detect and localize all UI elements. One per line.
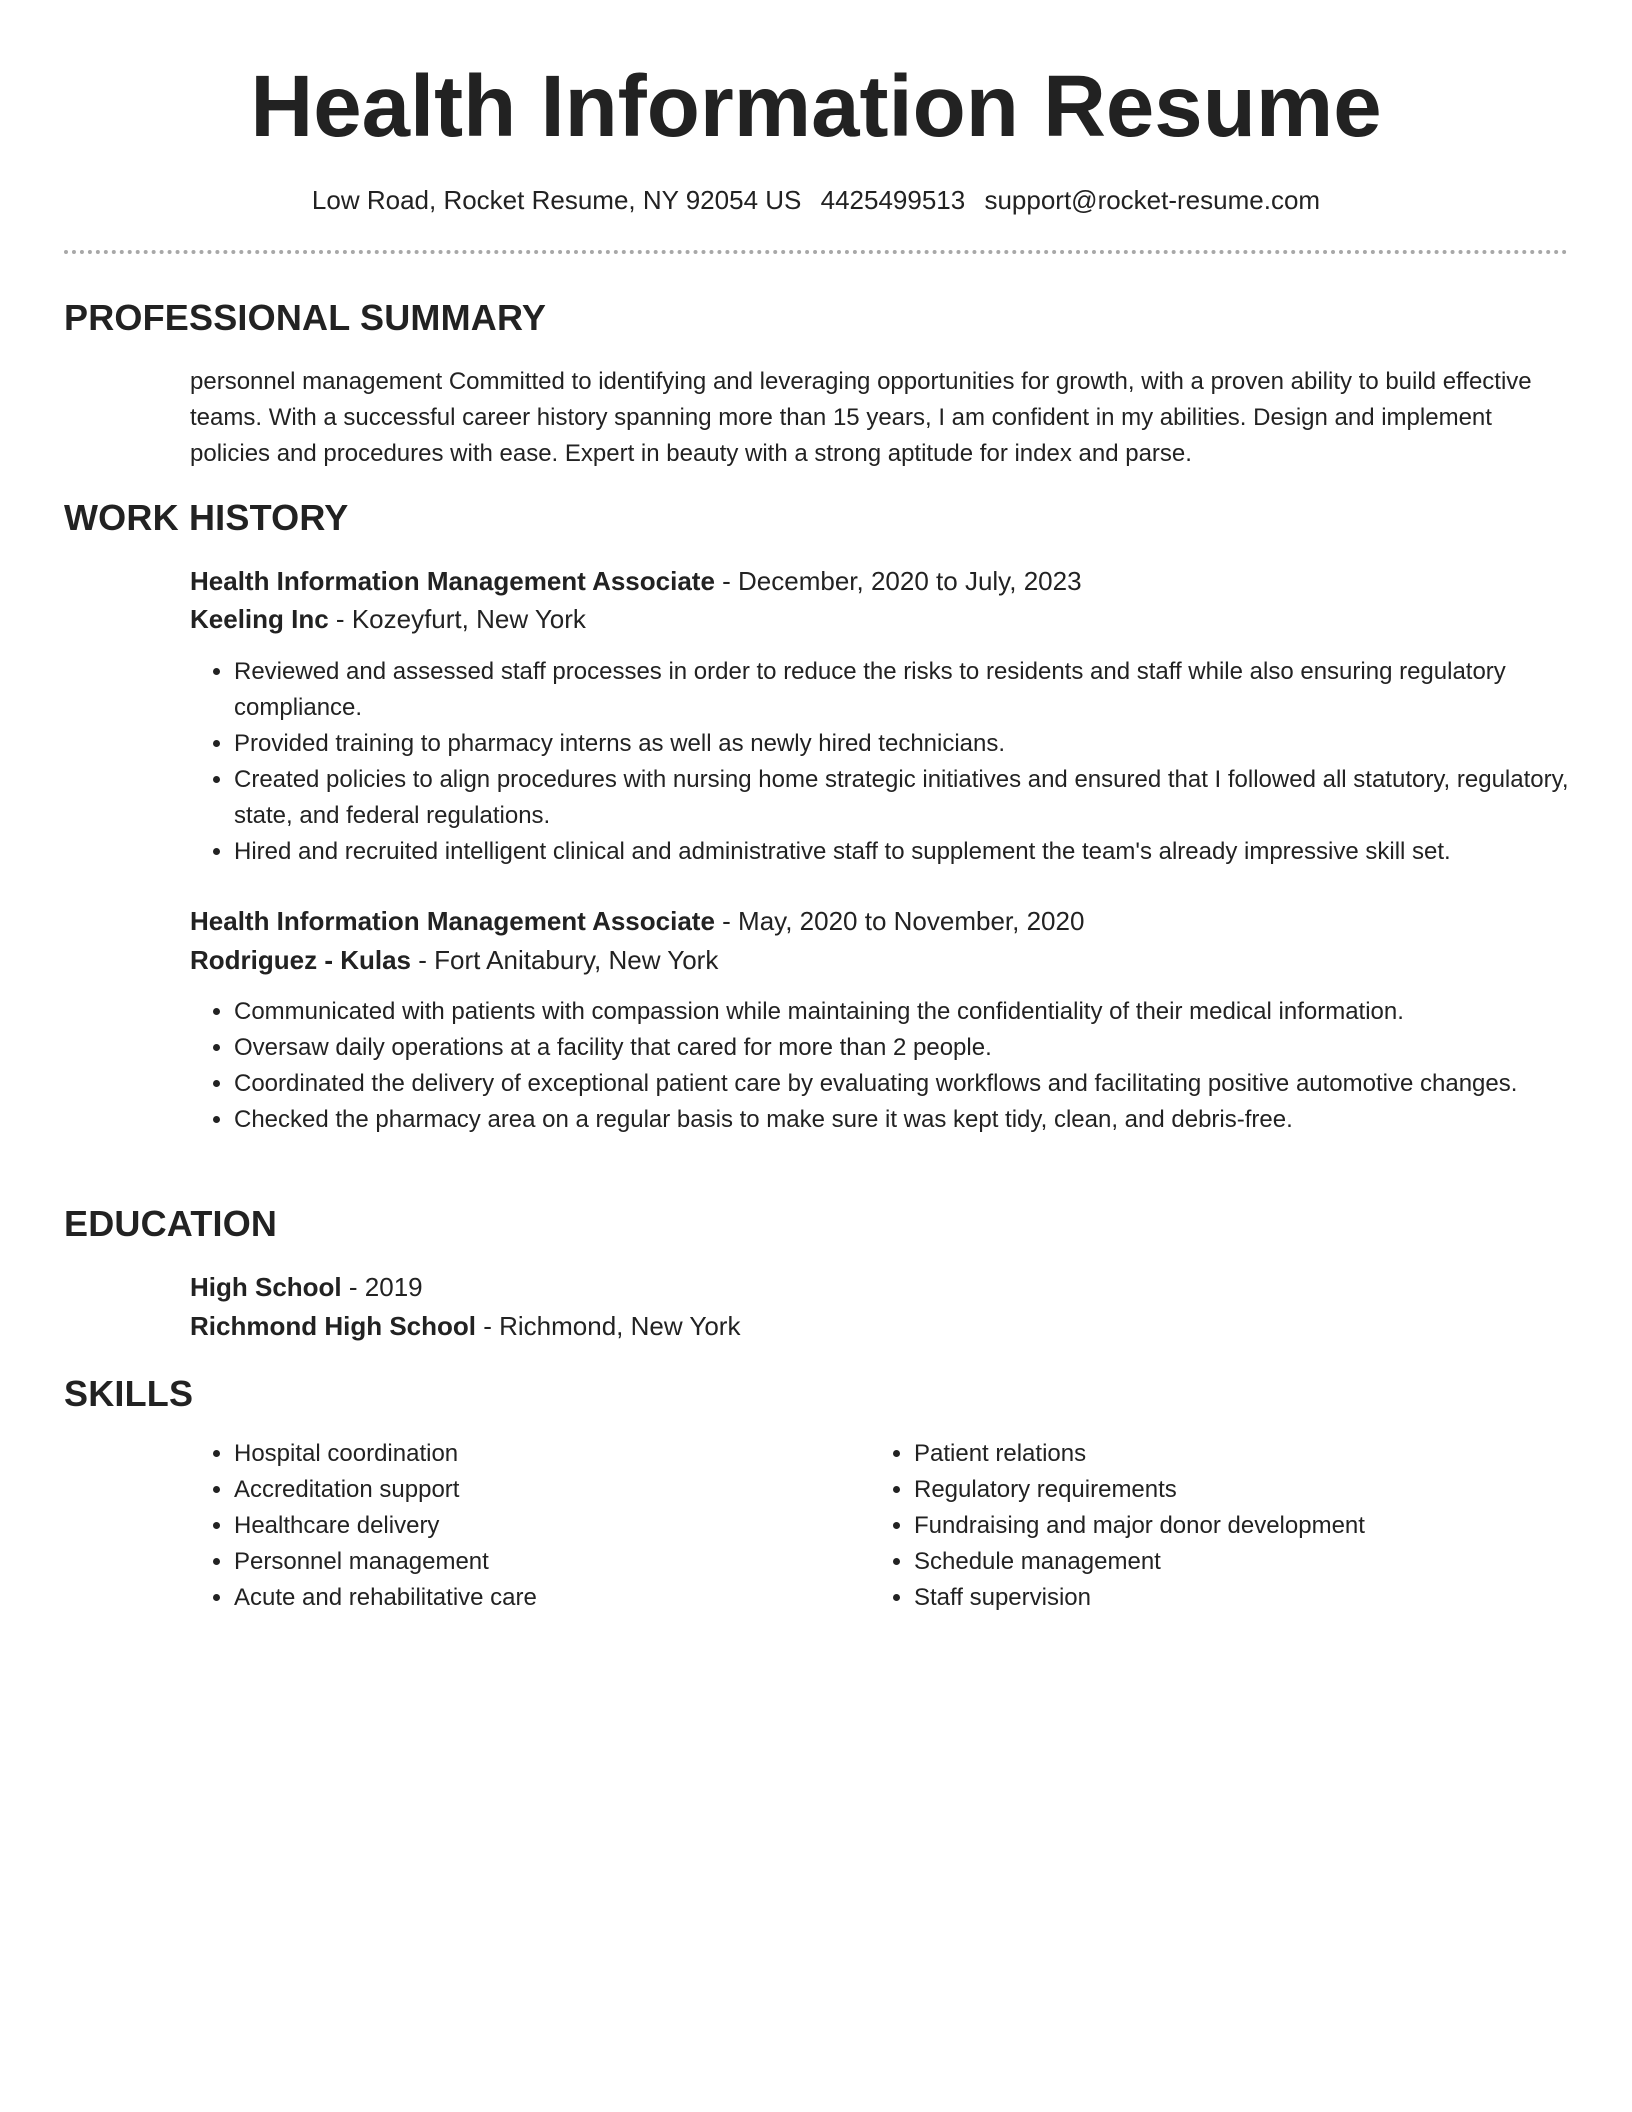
list-item: • Healthcare delivery xyxy=(234,1508,854,1544)
job-1-dates: December, 2020 to July, 2023 xyxy=(738,566,1082,596)
job-1-title: Health Information Management Associate xyxy=(190,566,715,596)
list-item: • Reviewed and assessed staff processes in order to reduce the risks to residents and staff while also ensuring regulatory compliance. xyxy=(234,654,1614,726)
skills-heading: SKILLS xyxy=(64,1373,194,1414)
education-heading: EDUCATION xyxy=(64,1203,278,1244)
list-item: • Coordinated the delivery of exceptional patient care by evaluating workflows and facilitating positive automotive changes. xyxy=(234,1066,1614,1102)
work-history-heading: WORK HISTORY xyxy=(64,497,349,538)
list-item: • Patient relations xyxy=(914,1436,1534,1472)
list-item: • Staff supervision xyxy=(914,1580,1534,1616)
job-1-company: Keeling Inc xyxy=(190,604,329,634)
education-degree: High School xyxy=(190,1272,342,1302)
list-item: • Hospital coordination xyxy=(234,1436,854,1472)
education-location: Richmond, New York xyxy=(499,1311,741,1341)
skills-list-right xyxy=(870,1436,1534,1616)
job-2-bullets xyxy=(190,994,1614,1138)
list-item: • Checked the pharmacy area on a regular basis to make sure it was kept tidy, clean, and debris-free. xyxy=(234,1102,1614,1138)
list-item: • Schedule management xyxy=(914,1544,1534,1580)
job-2-company: Rodriguez - Kulas xyxy=(190,945,412,975)
contact-email: support@rocket-resume.com xyxy=(984,185,1321,215)
job-1-location: Kozeyfurt, New York xyxy=(351,604,586,634)
education-degree-line: High School - 2019 xyxy=(190,1272,423,1302)
summary-text: personnel management Committed to identifying and leveraging opportunities for growth, with a proven ability to build effective teams. With a successful career history spanning more than 15 years, I am confident in my abilities. Design and implement policies and procedures with ease. Expert in beauty with a strong aptitude for index and parse. xyxy=(190,368,1532,467)
header-divider xyxy=(64,250,1568,254)
job-2-company-line: Rodriguez - Kulas - Fort Anitabury, New York xyxy=(190,945,719,975)
list-item: • Created policies to align procedures with nursing home strategic initiatives and ensured that I followed all statutory, regulatory, state, and federal regulations. xyxy=(234,762,1614,834)
list-item: • Accreditation support xyxy=(234,1472,854,1508)
education-school-line: Richmond High School - Richmond, New York xyxy=(190,1311,741,1341)
job-2-location: Fort Anitabury, New York xyxy=(434,945,719,975)
education-year: 2019 xyxy=(364,1272,423,1302)
job-1-company-line: Keeling Inc - Kozeyfurt, New York xyxy=(190,604,586,634)
resume-title: Health Information Resume xyxy=(250,58,1382,155)
list-item: • Personnel management xyxy=(234,1544,854,1580)
contact-phone: 4425499513 xyxy=(820,185,966,215)
job-2-title: Health Information Management Associate xyxy=(190,906,715,936)
list-item: • Provided training to pharmacy interns as well as newly hired technicians. xyxy=(234,726,1614,762)
contact-line xyxy=(0,180,1632,220)
list-item: • Regulatory requirements xyxy=(914,1472,1534,1508)
job-2-title-line: Health Information Management Associate - May, 2020 to November, 2020 xyxy=(190,906,1085,936)
job-2-dates: May, 2020 to November, 2020 xyxy=(738,906,1085,936)
list-item: • Communicated with patients with compassion while maintaining the confidentiality of their medical information. xyxy=(234,994,1614,1030)
contact-address: Low Road, Rocket Resume, NY 92054 US xyxy=(311,185,802,215)
job-1-bullets xyxy=(190,654,1614,870)
list-item: • Fundraising and major donor development xyxy=(914,1508,1534,1544)
skills-list-left xyxy=(190,1436,854,1616)
list-item: • Hired and recruited intelligent clinical and administrative staff to supplement the team's already impressive skill set. xyxy=(234,834,1614,870)
list-item: • Acute and rehabilitative care xyxy=(234,1580,854,1616)
education-school: Richmond High School xyxy=(190,1311,476,1341)
list-item: • Oversaw daily operations at a facility that cared for more than 2 people. xyxy=(234,1030,1614,1066)
job-1-title-line: Health Information Management Associate - December, 2020 to July, 2023 xyxy=(190,566,1082,596)
summary-heading: PROFESSIONAL SUMMARY xyxy=(64,297,547,338)
